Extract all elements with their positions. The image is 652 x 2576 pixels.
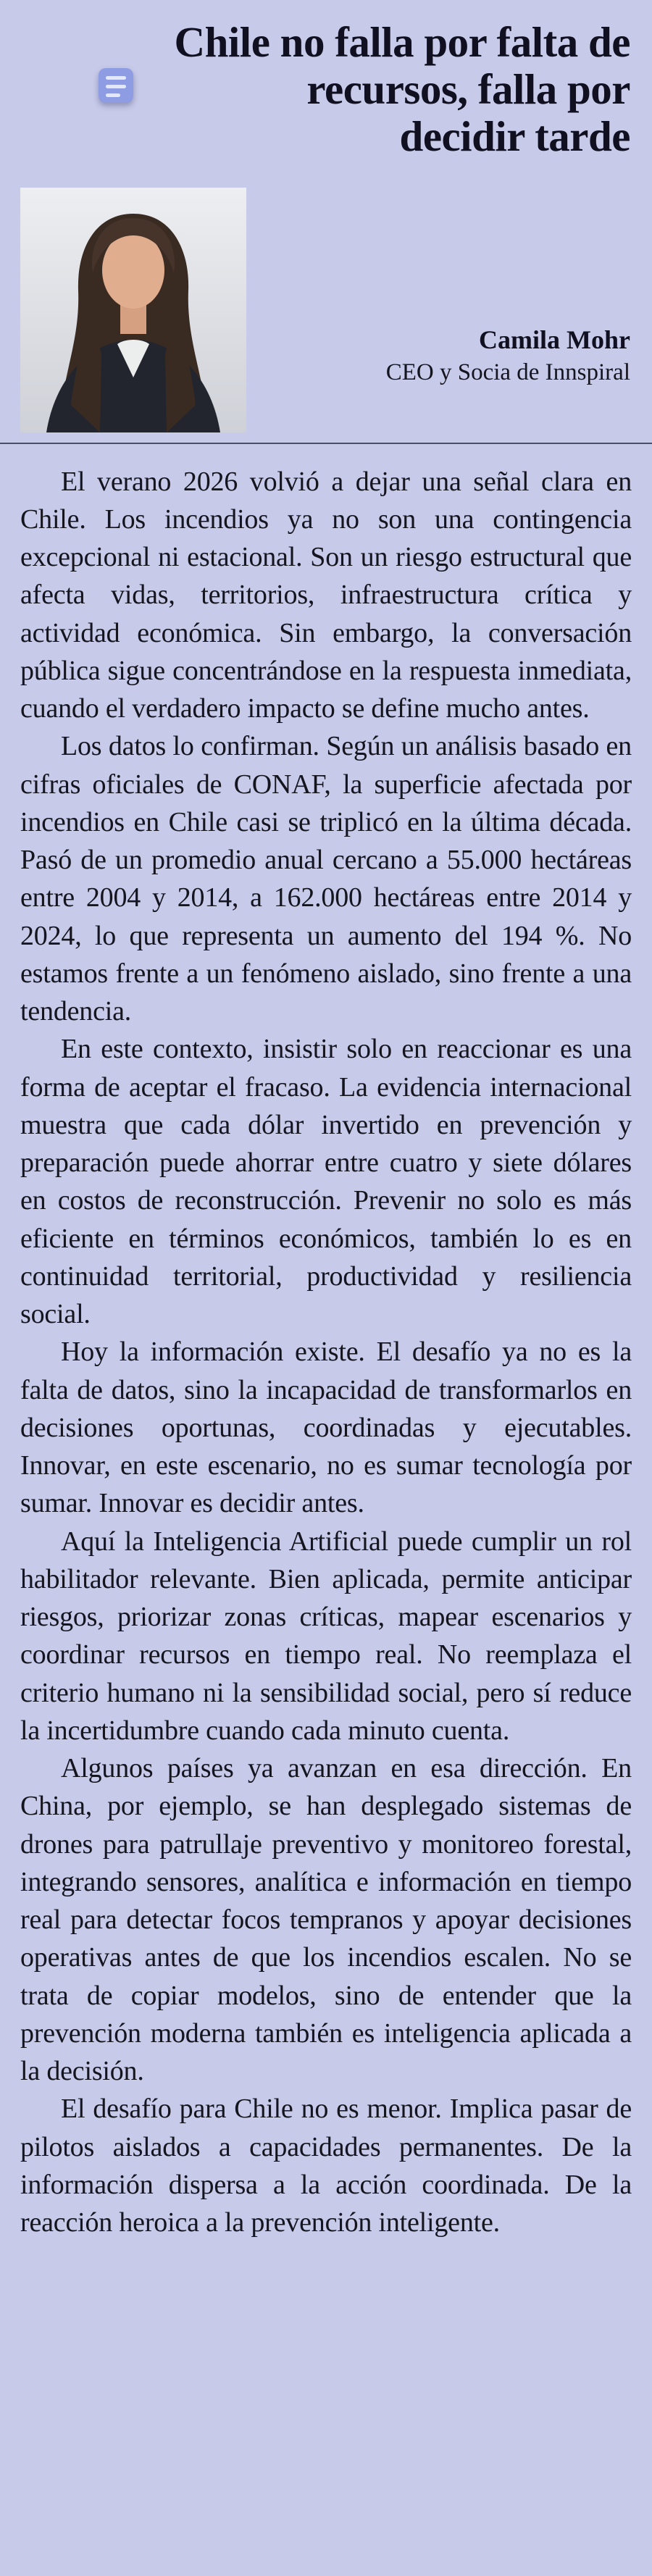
note-icon[interactable] — [99, 68, 133, 103]
article-body — [0, 444, 652, 2242]
paragraph: Aquí la Inteligencia Artificial puede cumplir un rol habilitador relevante. Bien aplicada, permite anticipar riesgos, priorizar zonas críticas, mapear escenarios y coordinar recursos en tiempo real. No reemplaza el criterio humano ni la sensibilidad social, pero sí reduce la incertidumbre cuando cada minuto cuenta. — [20, 1526, 632, 1746]
paragraph: Los datos lo confirman. Según un análisis basado en cifras oficiales de CONAF, la superficie afectada por incendios en Chile casi se triplicó en la última década. Pasó de un promedio anual cercano a 55.000 hectáreas entre 2004 y 2014, a 162.000 hectáreas entre 2014 y 2024, lo que representa un aumento del 194 %. No estamos frente a un fenómeno aislado, sino frente a una tendencia. — [20, 731, 632, 1027]
author-name: Camila Mohr — [479, 325, 630, 355]
byline-section — [0, 188, 652, 432]
section-divider — [0, 443, 652, 444]
note-icon-line — [106, 93, 120, 97]
title-line: recursos, falla por — [306, 64, 630, 113]
portrait-illustration — [20, 188, 246, 432]
author-role: CEO y Socia de Innspiral — [385, 359, 630, 386]
note-icon-line — [106, 76, 126, 80]
paragraph: El verano 2026 volvió a dejar una señal clara en Chile. Los incendios ya no son una contingencia excepcional ni estacional. Son un riesgo estructural que afecta vidas, territorios, infraestructura crítica y actividad económica. Sin embargo, la conversación pública sigue concentrándose en la respuesta inmediata, cuando el verdadero impacto se define mucho antes. — [20, 466, 632, 724]
author-photo — [20, 188, 246, 432]
title-line: Chile no falla por falta de — [174, 18, 630, 66]
article-title — [0, 0, 652, 160]
note-icon-line — [106, 85, 126, 88]
paragraph: En este contexto, insistir solo en reaccionar es una forma de aceptar el fracaso. La evidencia internacional muestra que cada dólar invertido en prevención y preparación puede ahorrar entre cuatro y siete dólares en costos de reconstrucción. Prevenir no solo es más eficiente en términos económicos, también lo es en continuidad territorial, productividad y resiliencia social. — [20, 1034, 632, 1330]
paragraph: Algunos países ya avanzan en esa dirección. En China, por ejemplo, se han desplegado sistemas de drones para patrullaje preventivo y monitoreo forestal, integrando sensores, analítica e información en tiempo real para detectar focos tempranos y apoyar decisiones operativas antes de que los incendios escalen. No se trata de copiar modelos, sino de entender que la prevención moderna también es inteligencia aplicada a la decisión. — [20, 1753, 632, 2087]
author-block — [246, 324, 632, 432]
title-line: decidir tarde — [399, 112, 630, 160]
paragraph: El desafío para Chile no es menor. Implica pasar de pilotos aislados a capacidades permanentes. De la información dispersa a la acción coordinada. De la reacción heroica a la prevención inteligente. — [20, 2094, 632, 2238]
paragraph: Hoy la información existe. El desafío ya no es la falta de datos, sino la incapacidad de transformarlos en decisiones oportunas, coordinadas y ejecutables. Innovar, en este escenario, no es sumar tecnología por sumar. Innovar es decidir antes. — [20, 1337, 632, 1519]
